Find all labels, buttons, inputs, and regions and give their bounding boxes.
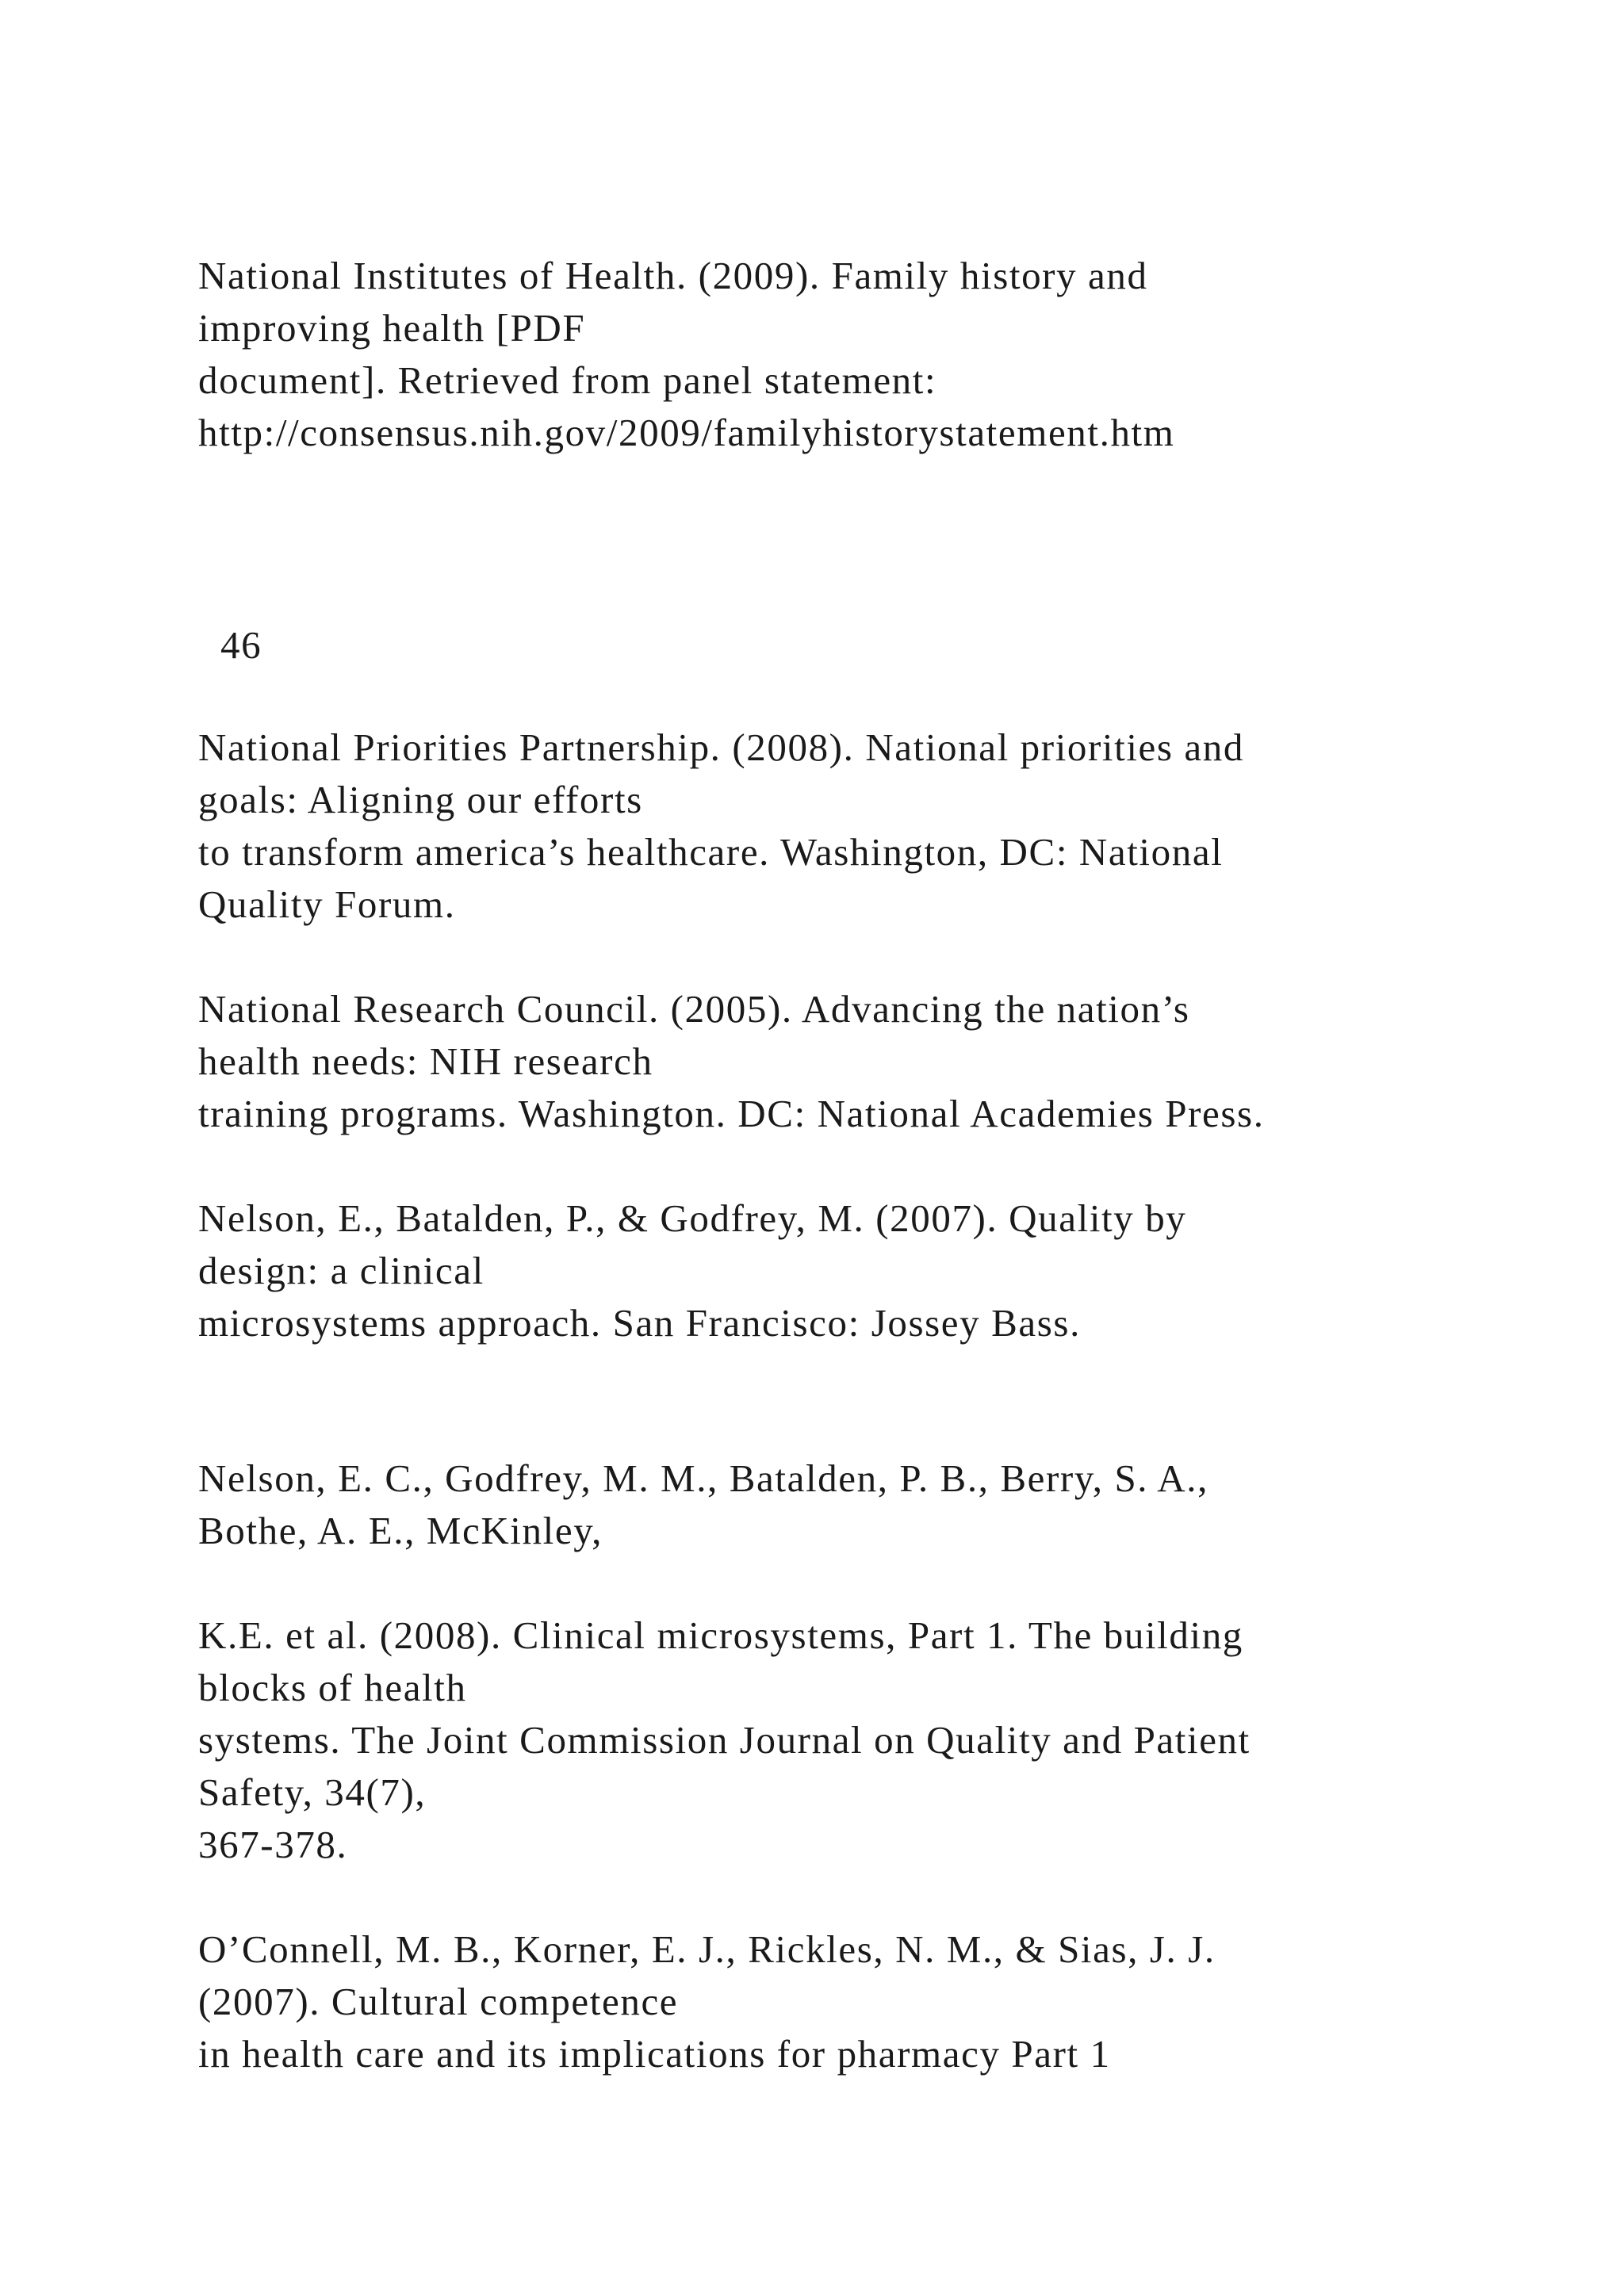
reference-nelson-2007-line-3: microsystems approach. San Francisco: Jossey Bass. [198, 1301, 1081, 1345]
reference-nelson-2008-line-7: 367-378. [198, 1823, 348, 1866]
reference-nih-line-1: National Institutes of Health. (2009). Family history and [198, 254, 1148, 297]
reference-npp-line-1: National Priorities Partnership. (2008). National priorities and [198, 725, 1244, 769]
reference-nelson-2007-line-2: design: a clinical [198, 1249, 485, 1292]
reference-nrc-line-1: National Research Council. (2005). Advancing the nation’s [198, 987, 1190, 1031]
reference-nelson-2008-line-2: Bothe, A. E., McKinley, [198, 1509, 603, 1552]
reference-nrc-line-3: training programs. Washington. DC: National Academies Press. [198, 1092, 1265, 1135]
reference-npp-line-4: Quality Forum. [198, 882, 456, 926]
reference-nelson-2008-line-3: K.E. et al. (2008). Clinical microsystems, Part 1. The building [198, 1613, 1243, 1657]
reference-nelson-2008-line-4: blocks of health [198, 1666, 467, 1709]
page-number: 46 [220, 623, 262, 667]
reference-oconnell-line-2: (2007). Cultural competence [198, 1980, 679, 2023]
reference-nelson-2007-line-1: Nelson, E., Batalden, P., & Godfrey, M. (2007). Quality by [198, 1196, 1187, 1240]
reference-oconnell-line-1: O’Connell, M. B., Korner, E. J., Rickles, N. M., & Sias, J. J. [198, 1927, 1216, 1971]
reference-nrc-line-2: health needs: NIH research [198, 1039, 653, 1083]
reference-npp-line-3: to transform america’s healthcare. Washington, DC: National [198, 830, 1224, 874]
reference-nelson-2008-line-5: systems. The Joint Commission Journal on Quality and Patient [198, 1718, 1251, 1762]
reference-nelson-2008-line-1: Nelson, E. C., Godfrey, M. M., Batalden, P. B., Berry, S. A., [198, 1456, 1208, 1500]
reference-nih-line-3: document]. Retrieved from panel statement: [198, 358, 937, 402]
reference-nih-url: http://consensus.nih.gov/2009/familyhistorystatement.htm [198, 411, 1175, 454]
reference-nih-line-2: improving health [PDF [198, 306, 586, 350]
reference-nelson-2008-line-6: Safety, 34(7), [198, 1770, 427, 1814]
reference-oconnell-line-3: in health care and its implications for pharmacy Part 1 [198, 2032, 1111, 2076]
reference-npp-line-2: goals: Aligning our efforts [198, 778, 643, 821]
